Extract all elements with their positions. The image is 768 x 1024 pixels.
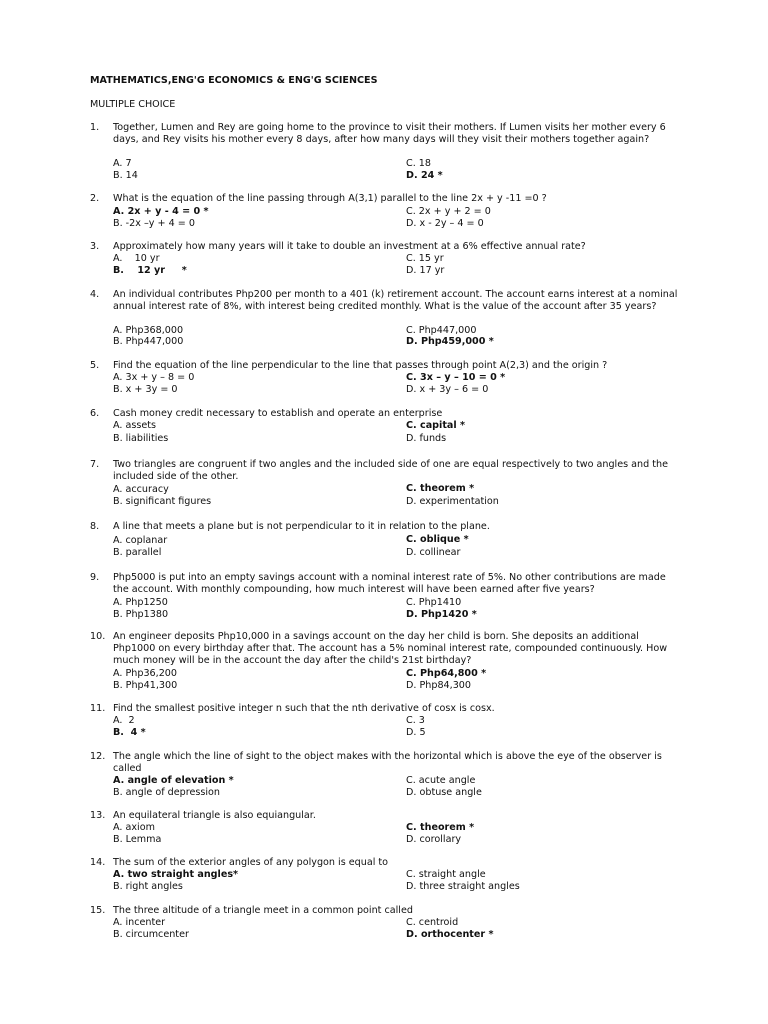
option-c-answer: C. theorem * [406, 483, 475, 494]
option-c-answer: C. oblique * [406, 534, 469, 545]
option-d: D. 17 yr [406, 265, 445, 276]
option-d: D. collinear [406, 547, 461, 558]
option-a: A. Php368,000 [113, 325, 184, 336]
question-text: Two triangles are congruent if two angles and the included side of one are equal respectively to two angles and the included side of the other. [113, 459, 668, 482]
option-a-answer: A. angle of elevation * [113, 775, 234, 786]
option-b: B. significant figures [113, 496, 212, 507]
option-d-answer: D. Php459,000 * [406, 336, 494, 347]
document-title: MATHEMATICS,ENG'G ECONOMICS & ENG'G SCIENCES [90, 75, 378, 86]
option-c: C. acute angle [406, 775, 476, 786]
option-d: D. corollary [406, 834, 462, 845]
option-a: A. 2 [113, 715, 135, 726]
option-b: B. angle of depression [113, 787, 220, 798]
question-number: 8. [90, 521, 100, 532]
question-number: 10. [90, 631, 106, 642]
option-a: A. incenter [113, 917, 166, 928]
question-text: Together, Lumen and Rey are going home to the province to visit their mothers. If Lumen visits her mother every 6 days, and Rey visits his mother every 8 days, after how many days will they visit their mothers together again? [113, 122, 666, 145]
option-c: C. 3 [406, 715, 425, 726]
option-c: C. Php447,000 [406, 325, 477, 336]
question-text: Cash money credit necessary to establish and operate an enterprise [113, 408, 443, 419]
question-number: 5. [90, 360, 100, 371]
option-c: C. 2x + y + 2 = 0 [406, 206, 491, 217]
option-a-answer: A. 2x + y - 4 = 0 * [113, 206, 209, 217]
option-d: D. experimentation [406, 496, 499, 507]
option-c: C. Php1410 [406, 597, 462, 608]
option-a: A. 3x + y – 8 = 0 [113, 372, 195, 383]
section-heading: MULTIPLE CHOICE [90, 99, 176, 110]
question-text: An engineer deposits Php10,000 in a savings account on the day her child is born. She deposits an additional Php1000 on every birthday after that. The account has a 5% nominal interest rate, compounded continuously. How much money will be in the account the day after the child's 21st birthday? [113, 631, 668, 666]
option-b: B. liabilities [113, 433, 169, 444]
option-d: D. x + 3y – 6 = 0 [406, 384, 489, 395]
question-number: 7. [90, 459, 100, 470]
question-number: 9. [90, 572, 100, 583]
question-number: 11. [90, 703, 106, 714]
question-text: An individual contributes Php200 per month to a 401 (k) retirement account. The account earns interest at a nominal annual interest rate of 8%, with interest being credited monthly. What is the value of the account after 35 years? [113, 289, 678, 312]
option-d: D. Php84,300 [406, 680, 472, 691]
question-text: The angle which the line of sight to the object makes with the horizontal which is above the eye of the observer is called [113, 751, 662, 774]
question-number: 4. [90, 289, 100, 300]
option-b: B. Php447,000 [113, 336, 184, 347]
option-d-answer: D. 24 * [406, 170, 443, 181]
question-number: 1. [90, 122, 100, 133]
option-d: D. three straight angles [406, 881, 520, 892]
question-text: The sum of the exterior angles of any polygon is equal to [113, 857, 389, 868]
option-a: A. assets [113, 420, 157, 431]
option-b-answer: B. 12 yr * [113, 265, 187, 276]
question-number: 12. [90, 751, 106, 762]
option-b: B. parallel [113, 547, 162, 558]
question-text: Find the smallest positive integer n such that the nth derivative of cosx is cosx. [113, 703, 495, 714]
option-d: D. 5 [406, 727, 426, 738]
option-b: B. x + 3y = 0 [113, 384, 178, 395]
option-a: A. Php36,200 [113, 668, 178, 679]
question-text: An equilateral triangle is also equiangular. [113, 810, 316, 821]
option-c-answer: C. capital * [406, 420, 466, 431]
option-a: A. axiom [113, 822, 155, 833]
question-text: The three altitude of a triangle meet in a common point called [113, 905, 413, 916]
option-a: A. 7 [113, 158, 132, 169]
option-d: D. x - 2y – 4 = 0 [406, 218, 484, 229]
option-b: B. Php1380 [113, 609, 169, 620]
option-d-answer: D. Php1420 * [406, 609, 477, 620]
option-c: C. centroid [406, 917, 459, 928]
option-a: A. 10 yr [113, 253, 160, 264]
option-b-answer: B. 4 * [113, 727, 146, 738]
question-number: 14. [90, 857, 106, 868]
option-d: D. obtuse angle [406, 787, 482, 798]
option-c-answer: C. theorem * [406, 822, 475, 833]
option-c-answer: C. 3x – y – 10 = 0 * [406, 372, 506, 383]
question-text: Find the equation of the line perpendicular to the line that passes through point A(2,3) and the origin ? [113, 360, 608, 371]
option-d-answer: D. orthocenter * [406, 929, 494, 940]
option-a-answer: A. two straight angles* [113, 869, 239, 880]
option-b: B. Lemma [113, 834, 162, 845]
option-c: C. straight angle [406, 869, 486, 880]
option-c: C. 15 yr [406, 253, 444, 264]
option-b: B. Php41,300 [113, 680, 178, 691]
option-a: A. accuracy [113, 484, 169, 495]
question-number: 3. [90, 241, 100, 252]
option-c: C. 18 [406, 158, 432, 169]
option-d: D. funds [406, 433, 447, 444]
option-b: B. circumcenter [113, 929, 189, 940]
option-a: A. Php1250 [113, 597, 168, 608]
option-b: B. right angles [113, 881, 183, 892]
option-b: B. -2x –y + 4 = 0 [113, 218, 195, 229]
question-number: 13. [90, 810, 106, 821]
question-text: Approximately how many years will it take to double an investment at a 6% effective annual rate? [113, 241, 586, 252]
question-text: What is the equation of the line passing through A(3,1) parallel to the line 2x + y -11 =0 ? [113, 193, 547, 204]
question-number: 2. [90, 193, 100, 204]
question-text: Php5000 is put into an empty savings account with a nominal interest rate of 5%. No other contributions are made the account. With monthly compounding, how much interest will have been earned after five years? [113, 572, 666, 595]
question-number: 6. [90, 408, 100, 419]
option-a: A. coplanar [113, 535, 168, 546]
option-c-answer: C. Php64,800 * [406, 668, 487, 679]
question-number: 15. [90, 905, 106, 916]
option-b: B. 14 [113, 170, 138, 181]
question-text: A line that meets a plane but is not perpendicular to it in relation to the plane. [113, 521, 490, 532]
